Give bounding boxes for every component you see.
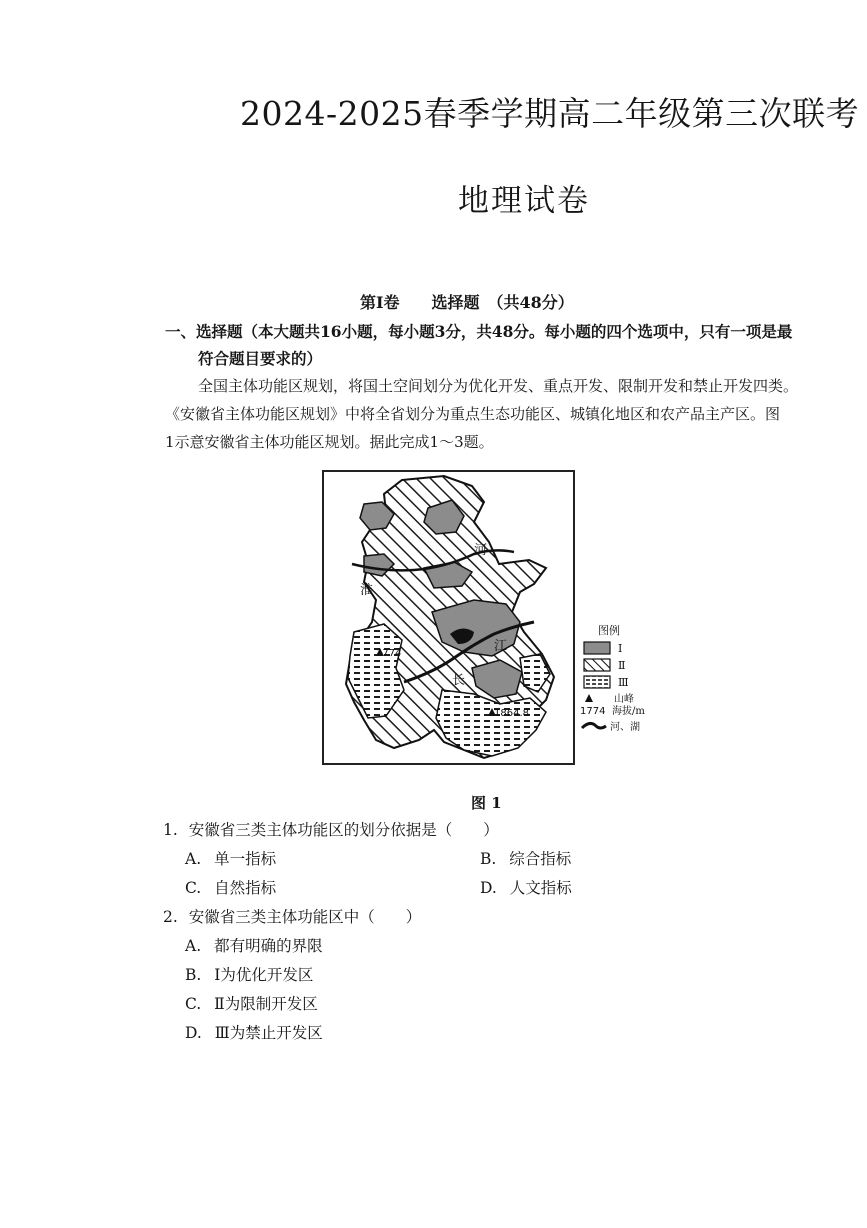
legend-label-ii: Ⅱ xyxy=(618,659,626,672)
option-text: 综合指标 xyxy=(509,850,572,868)
legend-elevation-label: 海拔/m xyxy=(612,706,645,717)
option-text: 自然指标 xyxy=(214,879,277,897)
section-heading: 第Ⅰ卷 选择题 （共48分） xyxy=(360,293,574,312)
legend-title: 图例 xyxy=(598,624,620,637)
q1-option-c[interactable] xyxy=(185,876,276,898)
map-legend xyxy=(580,622,660,742)
map-label-peak1: 1774 xyxy=(376,648,402,659)
option-letter: B. xyxy=(480,850,497,868)
q1-option-a[interactable] xyxy=(185,847,276,869)
legend-river-label: 河、湖 xyxy=(610,722,640,733)
legend-swatch-iii xyxy=(584,676,610,688)
legend-swatch-ii xyxy=(584,659,610,671)
option-text: 单一指标 xyxy=(214,850,277,868)
option-letter: C. xyxy=(185,879,202,897)
option-text: Ⅲ为禁止开发区 xyxy=(214,1024,323,1042)
q2-option-c[interactable] xyxy=(185,992,318,1014)
question-2 xyxy=(163,905,421,927)
option-letter: A. xyxy=(185,937,202,955)
question-1 xyxy=(163,818,499,840)
map-label-chang: 长 xyxy=(452,673,466,688)
option-letter: A. xyxy=(185,850,202,868)
passage-line-1: 全国主体功能区规划，将国土空间划分为优化开发、重点开发、限制开发和禁止开发四类。 xyxy=(198,377,799,395)
option-letter: D. xyxy=(185,1024,202,1042)
map-svg xyxy=(324,472,573,763)
legend-river-icon xyxy=(582,723,606,728)
instruction-line-2: 符合题目要求的） xyxy=(198,349,323,368)
subject-title: 地理试卷 xyxy=(458,183,590,219)
option-letter: B. xyxy=(185,966,202,984)
option-letter: D. xyxy=(480,879,497,897)
map-label-peak2: 1864.8 xyxy=(494,708,529,719)
anhui-function-zone-map xyxy=(322,470,575,765)
q2-option-b[interactable] xyxy=(185,963,313,985)
option-text: Ⅰ为优化开发区 xyxy=(214,966,314,984)
map-label-huai: 淮 xyxy=(360,583,374,598)
legend-peak-label: 山峰 xyxy=(614,694,634,705)
option-text: Ⅱ为限制开发区 xyxy=(214,995,318,1013)
q2-option-d[interactable] xyxy=(185,1021,323,1043)
q1-option-b[interactable] xyxy=(480,847,571,869)
question-1-stem: 安徽省三类主体功能区的划分依据是（ ） xyxy=(188,821,499,839)
question-2-number: 2. xyxy=(163,908,178,926)
passage-line-3: 1示意安徽省主体功能区规划。据此完成1～3题。 xyxy=(165,433,494,451)
map-label-jiang: 江 xyxy=(494,639,508,654)
q1-option-d[interactable] xyxy=(480,876,572,898)
legend-swatch-i xyxy=(584,642,610,654)
option-text: 人文指标 xyxy=(509,879,572,897)
map-label-he: 河 xyxy=(474,543,488,558)
option-letter: C. xyxy=(185,995,202,1013)
instruction-line-1: 一、选择题（本大题共16小题，每小题3分，共48分。每小题的四个选项中，只有一项是最 xyxy=(165,322,793,341)
legend-svg xyxy=(580,622,660,742)
q2-option-a[interactable] xyxy=(185,934,323,956)
question-2-stem: 安徽省三类主体功能区中（ ） xyxy=(188,908,422,926)
legend-peak-icon xyxy=(585,694,593,702)
option-text: 都有明确的界限 xyxy=(214,937,323,955)
legend-peak-value: 1774 xyxy=(580,706,606,717)
exam-title: 2024-2025春季学期高二年级第三次联考 xyxy=(240,94,860,133)
legend-label-i: Ⅰ xyxy=(618,642,623,655)
passage-line-2: 《安徽省主体功能区规划》中将全省划分为重点生态功能区、城镇化地区和农产品主产区。图 xyxy=(165,405,781,423)
figure-caption: 图 1 xyxy=(471,794,502,812)
legend-label-iii: Ⅲ xyxy=(618,676,629,689)
question-1-number: 1. xyxy=(163,821,178,839)
